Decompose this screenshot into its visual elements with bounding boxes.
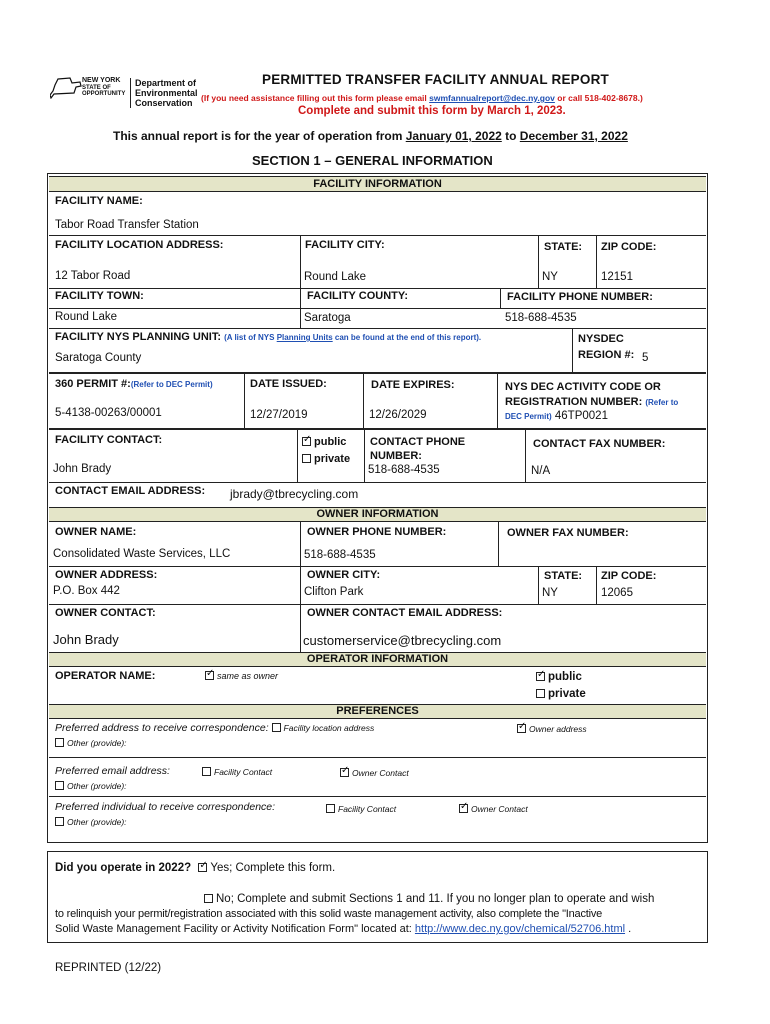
divider bbox=[49, 482, 706, 483]
owner-city-label: OWNER CITY: bbox=[307, 569, 381, 581]
permit-label: 360 PERMIT #:(Refer to DEC Permit) bbox=[55, 378, 213, 390]
preferences-band: PREFERENCES bbox=[49, 704, 706, 719]
region-label-line1: NYSDEC bbox=[578, 333, 624, 345]
divider bbox=[49, 428, 706, 430]
checkbox-empty-icon[interactable] bbox=[204, 894, 213, 903]
owner-address-value[interactable]: P.O. Box 442 bbox=[53, 585, 120, 597]
operator-private-checkbox[interactable]: private bbox=[536, 688, 586, 700]
operate-no-text-line2: to relinquish your permit/registration associated with this solid waste management activity, also complete the "Inactive bbox=[55, 908, 603, 920]
checkbox-empty-icon[interactable] bbox=[55, 738, 64, 747]
checkbox-checked-icon[interactable] bbox=[205, 671, 214, 680]
public-checkbox[interactable]: ✓public bbox=[302, 436, 346, 448]
divider bbox=[500, 288, 501, 308]
permit-value[interactable]: 5-4138-00263/00001 bbox=[55, 407, 162, 419]
facility-name-value[interactable]: Tabor Road Transfer Station bbox=[55, 219, 199, 231]
owner-city-value[interactable]: Clifton Park bbox=[304, 586, 364, 598]
operate-no-option[interactable]: No; Complete and submit Sections 1 and 11. If you no longer plan to operate and wish bbox=[204, 893, 654, 905]
owner-info-band: OWNER INFORMATION bbox=[49, 507, 706, 522]
divider bbox=[49, 288, 706, 289]
divider bbox=[525, 430, 526, 482]
checkbox-checked-icon[interactable] bbox=[340, 768, 349, 777]
pref-address-facility-option[interactable]: Facility location address bbox=[272, 723, 375, 733]
divider bbox=[49, 604, 706, 605]
pref-address-owner-option[interactable]: ✓ Owner address bbox=[517, 723, 587, 735]
facility-zip-value[interactable]: 12151 bbox=[601, 271, 633, 283]
facility-info-band: FACILITY INFORMATION bbox=[49, 176, 706, 192]
divider bbox=[297, 430, 298, 482]
region-value[interactable]: 5 bbox=[642, 352, 649, 364]
divider bbox=[49, 566, 706, 567]
checkbox-empty-icon[interactable] bbox=[302, 454, 311, 463]
operate-no-text-line3: Solid Waste Management Facility or Activity Notification Form" located at: http://www.dec.ny.gov/chemical/52706.html . bbox=[55, 923, 632, 935]
divider bbox=[596, 566, 597, 604]
owner-name-label: OWNER NAME: bbox=[55, 526, 137, 538]
operate-yes-option[interactable]: ✓ Yes; Complete this form. bbox=[198, 862, 335, 874]
pref-email-question: Preferred email address: bbox=[55, 765, 170, 777]
facility-address-label: FACILITY LOCATION ADDRESS: bbox=[55, 239, 224, 251]
form-title: PERMITTED TRANSFER FACILITY ANNUAL REPORT bbox=[262, 72, 609, 87]
owner-name-value[interactable]: Consolidated Waste Services, LLC bbox=[53, 548, 231, 560]
operator-info-band: OPERATOR INFORMATION bbox=[49, 652, 706, 667]
inactive-form-link[interactable]: http://www.dec.ny.gov/chemical/52706.html bbox=[414, 923, 626, 935]
checkbox-empty-icon[interactable] bbox=[202, 767, 211, 776]
divider bbox=[596, 235, 597, 288]
checkbox-checked-icon[interactable] bbox=[302, 437, 311, 446]
facility-contact-value[interactable]: John Brady bbox=[53, 463, 112, 475]
nys-map-logo-icon bbox=[50, 77, 82, 99]
divider bbox=[300, 522, 301, 662]
logo-ny-text: NEW YORK STATE OF OPPORTUNITY bbox=[82, 77, 126, 97]
facility-phone-value[interactable]: 518-688-4535 bbox=[505, 312, 577, 324]
contact-phone-value[interactable]: 518-688-4535 bbox=[368, 464, 440, 476]
owner-email-label: OWNER CONTACT EMAIL ADDRESS: bbox=[307, 607, 503, 619]
date-expires-value[interactable]: 12/26/2029 bbox=[369, 409, 427, 421]
pref-address-other[interactable]: Other (provide): bbox=[55, 737, 127, 749]
activity-code-value[interactable]: DEC Permit) 46TP0021 bbox=[505, 410, 608, 422]
checkbox-checked-icon[interactable] bbox=[536, 672, 545, 681]
divider bbox=[572, 328, 573, 372]
facility-city-label: FACILITY CITY: bbox=[305, 239, 385, 251]
facility-contact-label: FACILITY CONTACT: bbox=[55, 434, 163, 446]
pref-address-question: Preferred address to receive correspondence: Facility location address bbox=[55, 722, 375, 734]
pref-email-facility-option[interactable]: Facility Contact bbox=[202, 766, 272, 778]
divider bbox=[364, 430, 365, 482]
owner-contact-label: OWNER CONTACT: bbox=[55, 607, 156, 619]
facility-address-value[interactable]: 12 Tabor Road bbox=[55, 270, 131, 282]
facility-zip-label: ZIP CODE: bbox=[601, 241, 657, 253]
owner-email-value[interactable]: customerservice@tbrecycling.com bbox=[303, 633, 502, 648]
checkbox-checked-icon[interactable] bbox=[459, 804, 468, 813]
date-issued-value[interactable]: 12/27/2019 bbox=[250, 409, 308, 421]
contact-fax-value[interactable]: N/A bbox=[531, 465, 551, 477]
pref-email-owner-option[interactable]: ✓ Owner Contact bbox=[340, 767, 409, 779]
checkbox-empty-icon[interactable] bbox=[326, 804, 335, 813]
divider bbox=[49, 328, 706, 329]
facility-town-value[interactable]: Round Lake bbox=[55, 311, 118, 323]
reprinted-footer: REPRINTED (12/22) bbox=[55, 962, 162, 974]
assistance-email-link[interactable]: swmfannualreport@dec.ny.gov bbox=[429, 93, 555, 103]
facility-town-label: FACILITY TOWN: bbox=[55, 290, 144, 302]
assistance-note: (If you need assistance filling out this form please email swmfannualreport@dec.ny.gov or call 518-402-8678.) bbox=[201, 93, 643, 103]
divider bbox=[244, 374, 245, 428]
activity-code-label2: REGISTRATION NUMBER: (Refer to bbox=[505, 396, 679, 408]
facility-county-value[interactable]: Saratoga bbox=[304, 312, 351, 324]
contact-phone-label2: NUMBER: bbox=[370, 450, 422, 462]
activity-code-label1: NYS DEC ACTIVITY CODE OR bbox=[505, 381, 661, 393]
checkbox-empty-icon[interactable] bbox=[55, 781, 64, 790]
divider bbox=[49, 372, 706, 374]
contact-phone-label1: CONTACT PHONE bbox=[370, 436, 466, 448]
divider bbox=[538, 566, 539, 604]
divider bbox=[497, 374, 498, 428]
owner-fax-label: OWNER FAX NUMBER: bbox=[507, 527, 629, 539]
dec-logo-text: Department of Environmental Conservation bbox=[130, 78, 198, 108]
divider bbox=[49, 235, 706, 236]
owner-phone-label: OWNER PHONE NUMBER: bbox=[307, 526, 447, 538]
divider bbox=[498, 522, 499, 566]
checkbox-empty-icon[interactable] bbox=[272, 723, 281, 732]
facility-state-value[interactable]: NY bbox=[542, 271, 558, 283]
facility-phone-label: FACILITY PHONE NUMBER: bbox=[507, 291, 653, 303]
owner-contact-value[interactable]: John Brady bbox=[53, 632, 119, 647]
planning-units-link[interactable]: Planning Units bbox=[276, 333, 333, 342]
checkbox-checked-icon[interactable] bbox=[198, 863, 207, 872]
owner-state-label: STATE: bbox=[544, 570, 583, 582]
planning-unit-value[interactable]: Saratoga County bbox=[55, 352, 142, 364]
facility-city-value[interactable]: Round Lake bbox=[304, 271, 367, 283]
facility-county-label: FACILITY COUNTY: bbox=[307, 290, 409, 302]
divider bbox=[538, 235, 539, 288]
operate-question: Did you operate in 2022? ✓ Yes; Complete this form. bbox=[55, 862, 335, 874]
pref-individual-question: Preferred individual to receive correspondence: bbox=[55, 801, 276, 813]
owner-address-label: OWNER ADDRESS: bbox=[55, 569, 158, 581]
checkbox-checked-icon[interactable] bbox=[517, 724, 526, 733]
operator-same-as-owner[interactable]: ✓ same as owner bbox=[205, 671, 278, 681]
checkbox-empty-icon[interactable] bbox=[55, 817, 64, 826]
divider bbox=[49, 757, 706, 758]
divider bbox=[363, 374, 364, 428]
operator-public-checkbox[interactable]: ✓ public bbox=[536, 671, 582, 683]
facility-name-label: FACILITY NAME: bbox=[55, 195, 143, 207]
contact-fax-label: CONTACT FAX NUMBER: bbox=[533, 438, 666, 450]
pref-email-other[interactable]: Other (provide): bbox=[55, 780, 127, 792]
divider bbox=[49, 308, 706, 309]
operator-name-label: OPERATOR NAME: bbox=[55, 670, 156, 682]
divider bbox=[300, 235, 301, 288]
pref-individual-other[interactable]: Other (provide): bbox=[55, 816, 127, 828]
section-title: SECTION 1 – GENERAL INFORMATION bbox=[252, 153, 493, 168]
deadline-note: Complete and submit this form by March 1, 2023. bbox=[298, 105, 566, 117]
date-expires-label: DATE EXPIRES: bbox=[371, 379, 455, 391]
pref-individual-facility-option[interactable]: Facility Contact bbox=[326, 803, 396, 815]
report-year-line: This annual report is for the year of operation from January 01, 2022 to December 31, 2022 bbox=[113, 129, 628, 143]
contact-email-value[interactable]: jbrady@tbrecycling.com bbox=[230, 487, 359, 501]
pref-individual-owner-option[interactable]: ✓ Owner Contact bbox=[459, 803, 528, 815]
region-label-line2: REGION #: bbox=[578, 349, 635, 361]
checkbox-empty-icon[interactable] bbox=[536, 689, 545, 698]
owner-zip-label: ZIP CODE: bbox=[601, 570, 657, 582]
owner-state-value[interactable]: NY bbox=[542, 587, 558, 599]
planning-unit-label: FACILITY NYS PLANNING UNIT: (A list of NYS Planning Units can be found at the end of this report). bbox=[55, 331, 482, 343]
contact-email-label: CONTACT EMAIL ADDRESS: bbox=[55, 485, 206, 497]
date-issued-label: DATE ISSUED: bbox=[250, 378, 327, 390]
owner-zip-value[interactable]: 12065 bbox=[601, 587, 633, 599]
divider bbox=[49, 796, 706, 797]
private-checkbox[interactable]: private bbox=[302, 453, 350, 465]
owner-phone-value[interactable]: 518-688-4535 bbox=[304, 549, 376, 561]
facility-state-label: STATE: bbox=[544, 241, 583, 253]
